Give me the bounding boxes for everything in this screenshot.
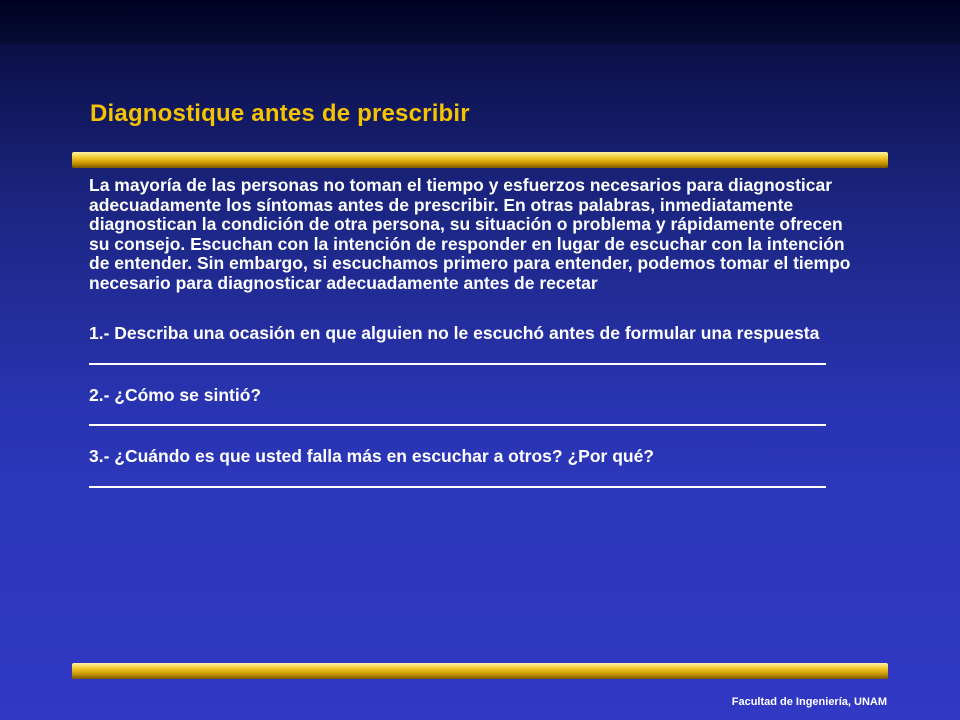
question-1: 1.- Describa una ocasión en que alguien no le escuchó antes de formular una respuesta	[89, 323, 820, 343]
question-2: 2.- ¿Cómo se sintió?	[89, 384, 262, 405]
top-gold-bar	[72, 152, 888, 168]
question-3: 3.- ¿Cuándo es que usted falla más en escuchar a otros? ¿Por qué?	[89, 446, 654, 466]
slide-title: Diagnostique antes de prescribir	[90, 100, 470, 127]
answer-line-2[interactable]	[89, 405, 826, 426]
bottom-gold-bar	[72, 663, 888, 679]
intro-paragraph: La mayoría de las personas no toman el tiempo y esfuerzos necesarios para diagnosticar adecuadamente los síntomas antes de prescribir. En otras palabras, inmediatamente diagnostican la condición de otra persona, su situación o problema y rápidamente ofrecen su consejo. Escuchan con la intención de responder en lugar de escuchar con la intención de entender. Sin embargo, si escuchamos primero para entender, podemos tomar el tiempo necesario para diagnosticar adecuadamente antes de recetar	[89, 175, 851, 293]
answer-line-3[interactable]	[89, 467, 826, 488]
footer-institution: Facultad de Ingeniería, UNAM	[731, 696, 887, 708]
answer-line-1[interactable]	[89, 344, 826, 365]
slide-content	[89, 176, 864, 488]
top-band	[0, 0, 960, 44]
